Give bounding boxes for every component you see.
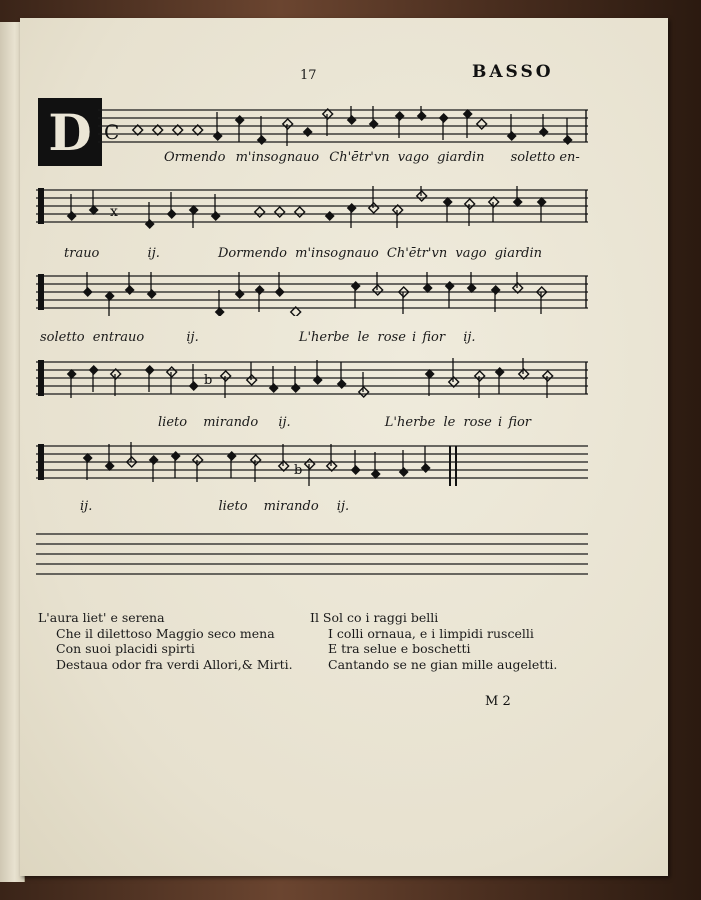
verse-right (310, 610, 557, 672)
music-staff-4 (36, 358, 588, 402)
music-staff-3 (36, 272, 588, 316)
lyric-word: mirando (203, 415, 259, 430)
lyric-word: ij. (186, 330, 199, 345)
lyric-word: mirando (263, 499, 319, 514)
lyric-word: giardin (437, 150, 485, 165)
lyric-word: Dormendo (218, 246, 288, 261)
lyrics-line-1 (164, 150, 580, 165)
lyrics-line-3 (40, 330, 476, 345)
lyric-word: ij. (147, 246, 160, 261)
verse-line: I colli ornaua, e i limpidi ruscelli (328, 625, 534, 641)
empty-staff (36, 530, 588, 576)
lyric-word: giardin (494, 246, 543, 261)
lyric-word: le (357, 330, 370, 345)
lyrics-line-2 (64, 246, 542, 261)
lyric-word: rose (463, 415, 492, 430)
lyric-word: m'insognauo (235, 150, 320, 165)
lyric-word: ij. (80, 499, 93, 514)
decorated-initial (38, 98, 102, 166)
verse-line: E tra selue e boschetti (328, 641, 471, 656)
verse-line: Destaua odor fra verdi Allori,& Mirti. (56, 656, 293, 672)
music-staff-2 (36, 186, 588, 230)
lyric-word: Ormendo (164, 150, 226, 165)
lyric-word: L'herbe (298, 330, 350, 345)
lyric-word: lieto (218, 499, 248, 514)
svg-text:x: x (110, 204, 118, 220)
part-name: BASSO (472, 62, 554, 82)
lyric-word: le (443, 415, 456, 430)
lyric-word: trauo (64, 246, 100, 261)
lyric-word: soletto (40, 330, 85, 345)
svg-text:C: C (104, 120, 120, 144)
verse-line: L'aura liet' e serena (38, 610, 165, 625)
lyric-word: vago (397, 150, 429, 165)
verse-line: Il Sol co i raggi belli (310, 610, 439, 625)
lyrics-line-5 (80, 499, 349, 514)
lyric-word: i (412, 330, 417, 345)
initial-letter: D (48, 102, 92, 162)
svg-text:b: b (294, 463, 303, 478)
lyric-word: Ch'ētr'vn (386, 246, 448, 261)
lyric-word: ij. (278, 415, 291, 430)
lyric-word: i (498, 415, 503, 430)
verse-left (38, 610, 293, 672)
lyric-word: L'herbe (384, 415, 436, 430)
music-staff-1 (98, 106, 588, 148)
lyric-word: fior (508, 415, 532, 430)
lyric-word: rose (377, 330, 406, 345)
lyrics-line-4 (158, 415, 531, 430)
lyric-word: m'insognauo (295, 246, 379, 261)
verse-line: Con suoi placidi spirti (56, 641, 195, 656)
verse-line: Che il dilettoso Maggio seco mena (56, 625, 275, 641)
lyric-word: lieto (158, 415, 188, 430)
svg-text:b: b (204, 373, 213, 388)
lyric-word: soletto en- (510, 150, 580, 165)
music-staff-5 (36, 442, 588, 488)
lyric-word: fior (422, 330, 446, 345)
lyric-word: Ch'ētr'vn (329, 150, 390, 165)
page-number: 17 (300, 68, 317, 83)
verse-line: Cantando se ne gian mille augeletti. (328, 656, 558, 672)
lyric-word: vago (455, 246, 487, 261)
book-page (20, 18, 668, 876)
lyric-word: ij. (336, 499, 350, 514)
lyric-word: entrauo (92, 330, 145, 345)
signature-mark: M 2 (485, 694, 511, 709)
lyric-word: ij. (463, 330, 476, 345)
